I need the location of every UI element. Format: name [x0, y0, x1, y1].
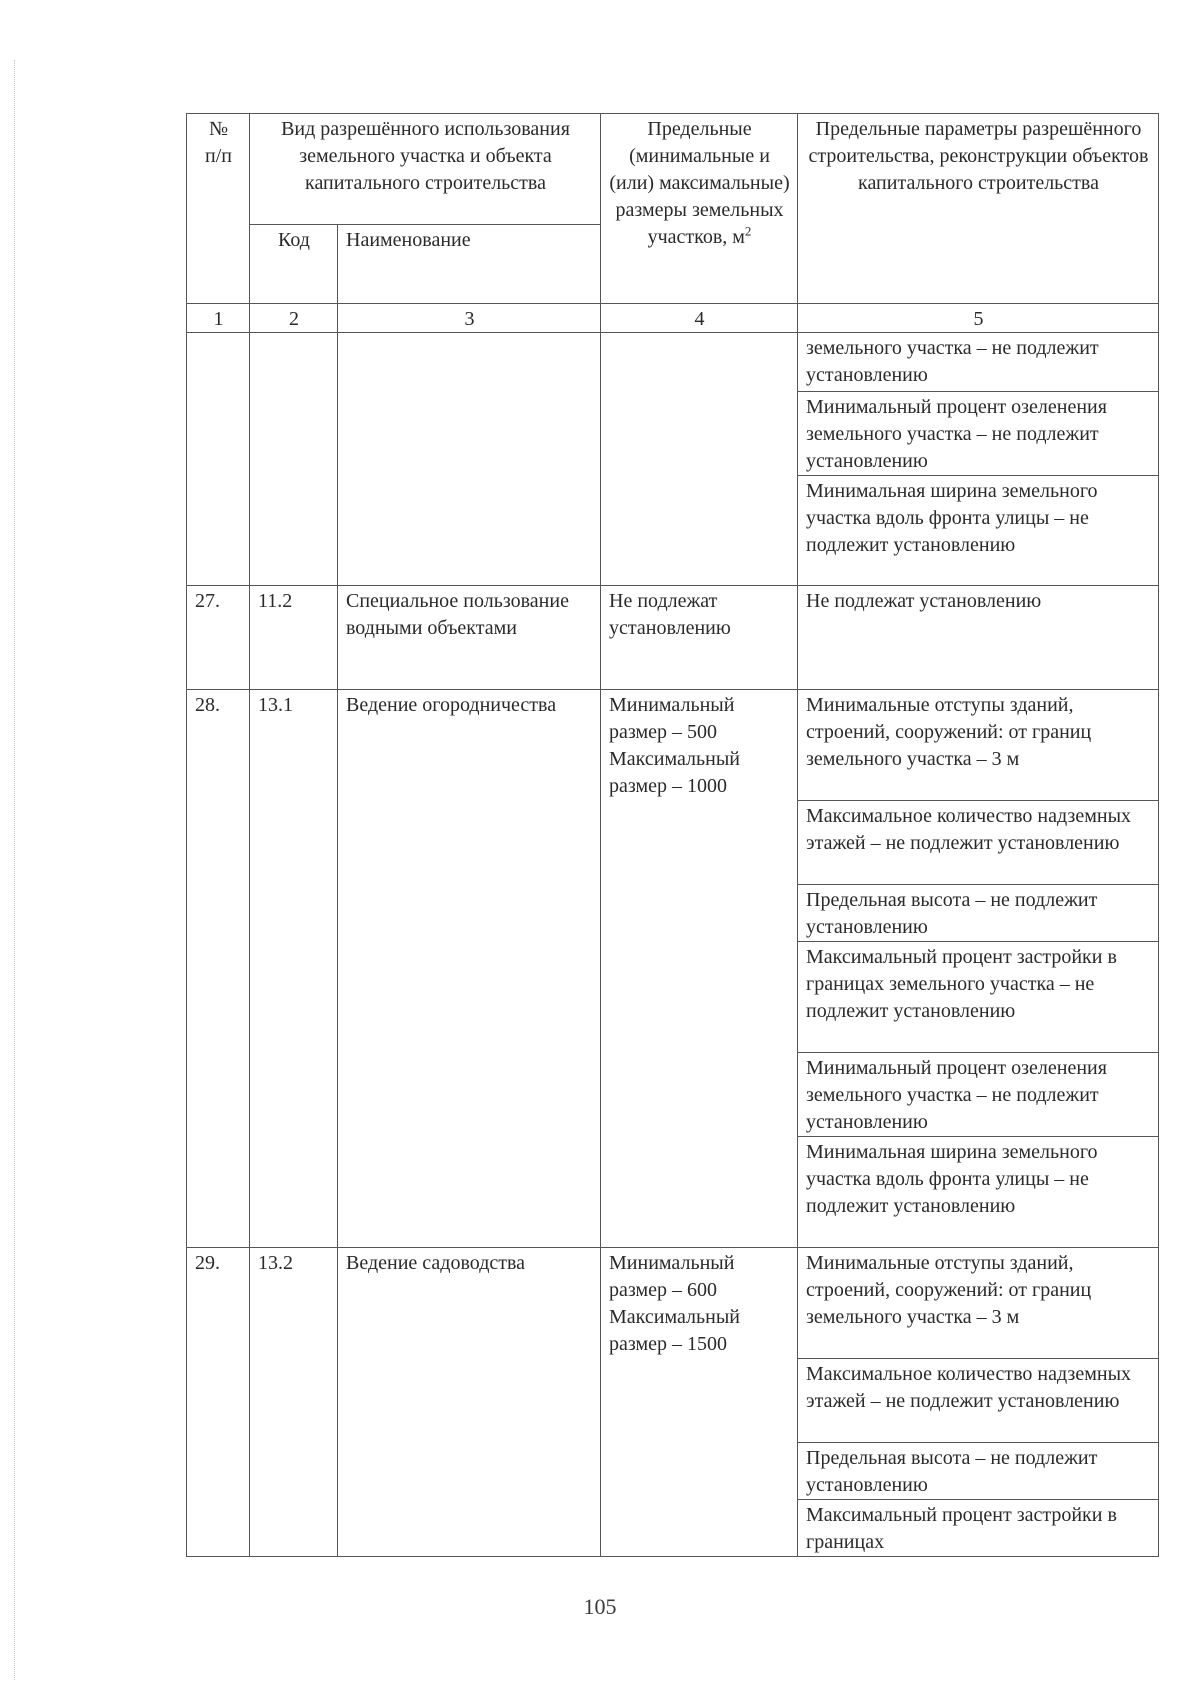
cell-param: земельного участка – не подлежит установлению	[798, 333, 1159, 392]
cell-plot-sizes: Минимальный размер – 600 Максимальный размер – 1500	[601, 1248, 798, 1557]
cell-param: Максимальное количество надземных этажей – не подлежит установлению	[798, 1359, 1159, 1443]
cell-param: Минимальная ширина земельного участка вдоль фронта улицы – не подлежит установлению	[798, 1137, 1159, 1248]
table-header-row	[187, 114, 1159, 225]
column-number: 3	[338, 304, 601, 333]
column-number: 2	[250, 304, 338, 333]
land-use-table	[186, 113, 1159, 1557]
table-row	[187, 586, 1159, 690]
column-number: 1	[187, 304, 250, 333]
cell-plot-sizes	[601, 333, 798, 586]
table-row	[187, 1248, 1159, 1359]
header-code: Код	[250, 225, 338, 304]
cell-param: Предельная высота – не подлежит установлению	[798, 885, 1159, 942]
cell-number: 28.	[187, 690, 250, 1248]
cell-param: Минимальные отступы зданий, строений, сооружений: от границ земельного участка – 3 м	[798, 690, 1159, 801]
table-row	[187, 690, 1159, 801]
cell-param: Минимальный процент озеленения земельного участка – не подлежит установлению	[798, 392, 1159, 476]
cell-number: 27.	[187, 586, 250, 690]
header-plot-sizes-sup: 2	[744, 223, 752, 239]
header-number: № п/п	[187, 114, 250, 304]
page-number: 105	[583, 1594, 617, 1619]
table-row-continuation	[187, 333, 1159, 392]
cell-param: Минимальный процент озеленения земельного участка – не подлежит установлению	[798, 1053, 1159, 1137]
cell-code	[250, 333, 338, 586]
cell-param: Не подлежат установлению	[798, 586, 1159, 690]
cell-code: 13.1	[250, 690, 338, 1248]
cell-param: Минимальные отступы зданий, строений, сооружений: от границ земельного участка – 3 м	[798, 1248, 1159, 1359]
cell-param: Максимальное количество надземных этажей – не подлежит установлению	[798, 801, 1159, 885]
cell-name	[338, 333, 601, 586]
header-use-type: Вид разрешённого использования земельного участка и объекта капитального строительства	[250, 114, 601, 225]
cell-plot-sizes: Не подлежат установлению	[601, 586, 798, 690]
cell-name: Специальное пользование водными объектами	[338, 586, 601, 690]
cell-param: Максимальный процент застройки в границах	[798, 1500, 1159, 1557]
column-numbers-row	[187, 304, 1159, 333]
column-number: 5	[798, 304, 1159, 333]
cell-name: Ведение огородничества	[338, 690, 601, 1248]
header-construction-params: Предельные параметры разрешённого строительства, реконструкции объектов капитального строительства	[798, 114, 1159, 304]
column-number: 4	[601, 304, 798, 333]
cell-code: 11.2	[250, 586, 338, 690]
cell-plot-sizes: Минимальный размер – 500 Максимальный размер – 1000	[601, 690, 798, 1248]
cell-name: Ведение садоводства	[338, 1248, 601, 1557]
header-plot-sizes	[601, 114, 798, 304]
scan-margin-line	[14, 60, 15, 1680]
cell-param: Минимальная ширина земельного участка вдоль фронта улицы – не подлежит установлению	[798, 476, 1159, 586]
cell-param: Предельная высота – не подлежит установлению	[798, 1443, 1159, 1500]
cell-code: 13.2	[250, 1248, 338, 1557]
header-plot-sizes-text: Предельные (минимальные и (или) максимальные) размеры земельных участков, м	[609, 118, 790, 248]
header-name: Наименование	[338, 225, 601, 304]
cell-number	[187, 333, 250, 586]
cell-number: 29.	[187, 1248, 250, 1557]
cell-param: Максимальный процент застройки в границах земельного участка – не подлежит установлению	[798, 942, 1159, 1053]
